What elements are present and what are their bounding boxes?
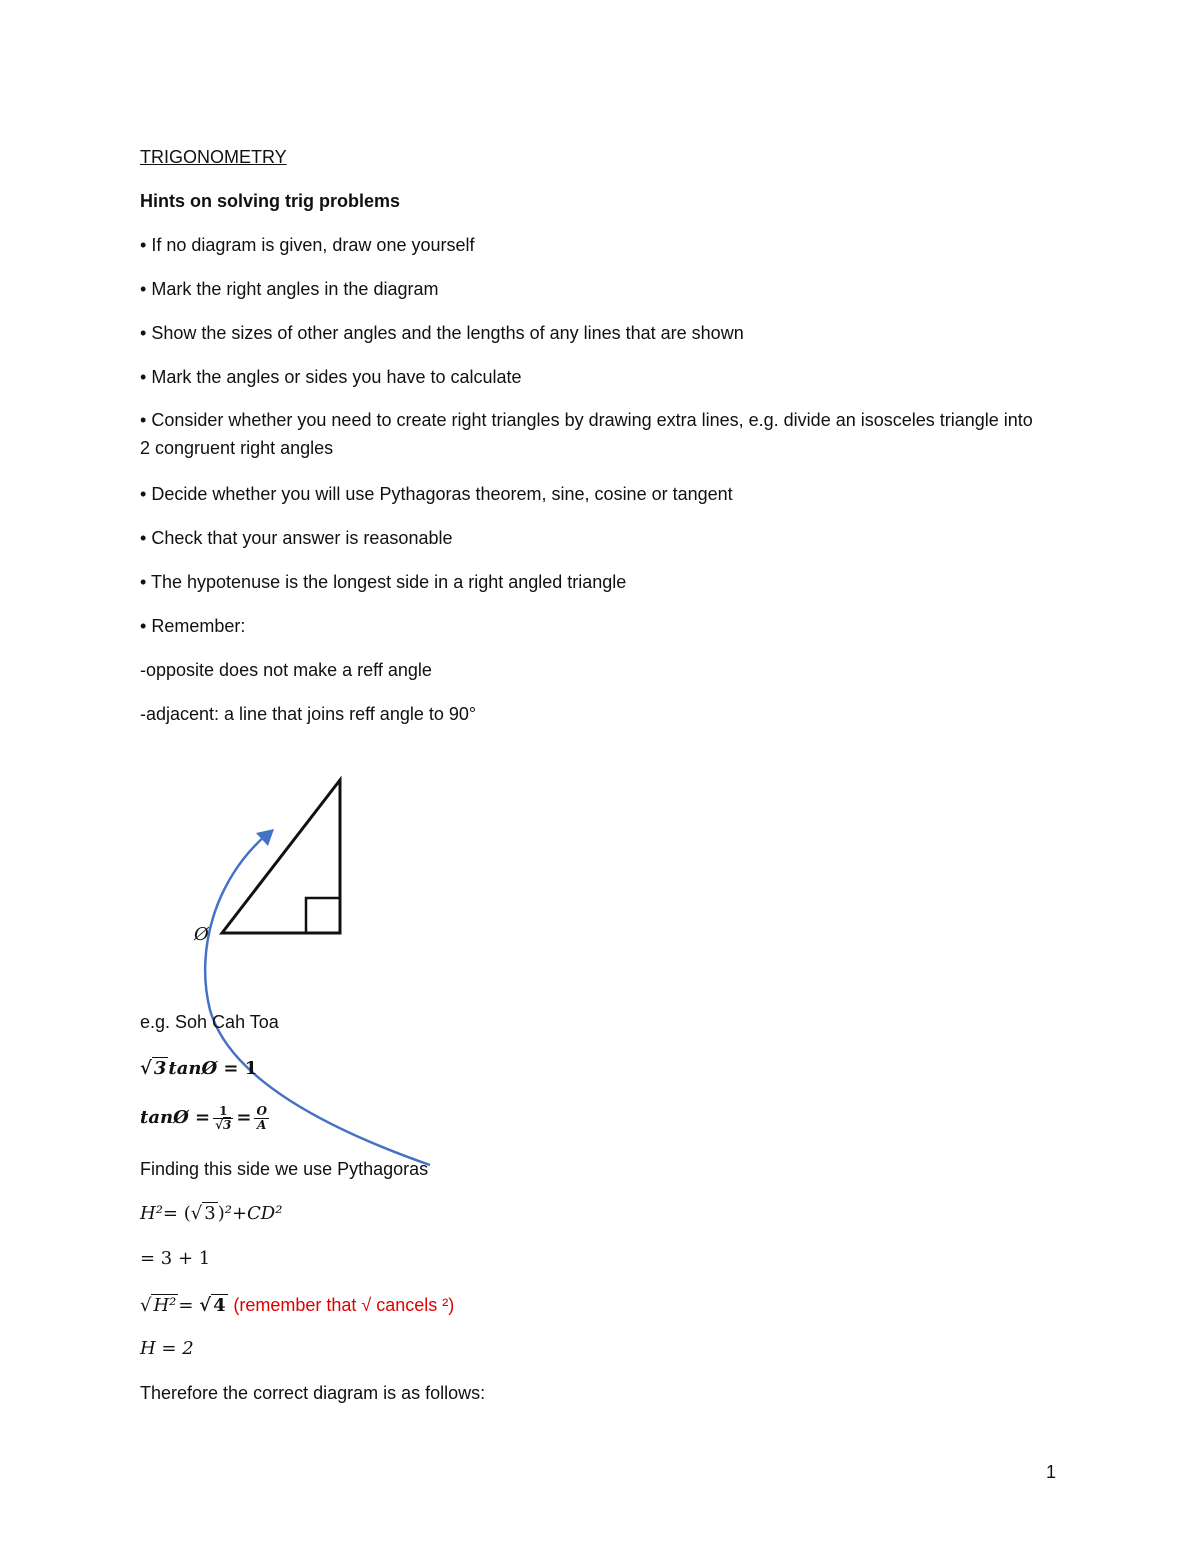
sqrt-expression: √ H² <box>140 1295 177 1316</box>
section-subtitle: Hints on solving trig problems <box>140 191 401 211</box>
fraction: $\frac{O}{A}$ <box>256 1103 267 1132</box>
remember-note: -opposite does not make a reff angle <box>140 660 432 680</box>
equation-2: tanØ = $\frac{1}{√3}$ = $\frac{O}{A}$ <box>140 1103 267 1132</box>
hint-item: • The hypotenuse is the longest side in a right angled triangle <box>140 572 627 592</box>
bullet-icon: • <box>140 323 147 343</box>
bullet-icon: • <box>140 572 147 592</box>
equation-6: H = 2 <box>140 1338 194 1359</box>
bullet-icon: • <box>140 616 147 636</box>
page-number: 1 <box>1046 1462 1057 1482</box>
hint-item: • Mark the right angles in the diagram <box>140 279 439 299</box>
bullet-icon: • <box>140 235 147 255</box>
bullet-icon: • <box>140 484 147 504</box>
sqrt-expression: √ 3 <box>140 1058 167 1079</box>
hint-item: • Consider whether you need to create right triangles by drawing extra lines, e.g. divide an isosceles triangle into 2 congruent right angles <box>140 410 1033 458</box>
finding-line: Finding this side we use Pythagoras <box>140 1159 429 1179</box>
bullet-icon: • <box>140 410 147 430</box>
remember-note-red: (remember that √ cancels ²) <box>233 1295 455 1315</box>
example-line: e.g. Soh Cah Toa <box>140 1012 279 1032</box>
equation-5: √ H² = √ 4 (remember that √ cancels ²) <box>140 1295 455 1316</box>
hint-item: • Show the sizes of other angles and the lengths of any lines that are shown <box>140 323 744 343</box>
angle-label: Ø <box>194 924 209 945</box>
equation-4: = 3 + 1 <box>140 1248 211 1269</box>
right-angle-marker <box>306 898 340 933</box>
sqrt-expression: √ 4 <box>199 1295 226 1316</box>
hint-item: • Check that your answer is reasonable <box>140 528 453 548</box>
hint-item: • If no diagram is given, draw one yourself <box>140 235 475 255</box>
right-triangle <box>222 780 340 933</box>
bullet-icon: • <box>140 528 147 548</box>
page-title: TRIGONOMETRY <box>140 147 287 167</box>
conclusion-line: Therefore the correct diagram is as follows: <box>140 1383 486 1403</box>
hint-item: • Mark the angles or sides you have to calculate <box>140 367 522 387</box>
hint-item: • Remember: <box>140 616 246 636</box>
equation-1: √ 3 tanØ = 1 <box>140 1058 258 1079</box>
fraction: $\frac{1}{√3}$ <box>215 1103 232 1132</box>
remember-note: -adjacent: a line that joins reff angle to 90° <box>140 704 477 724</box>
sqrt-expression: √ 3 <box>190 1203 216 1224</box>
bullet-icon: • <box>140 367 147 387</box>
bullet-icon: • <box>140 279 147 299</box>
hint-item: • Decide whether you will use Pythagoras theorem, sine, cosine or tangent <box>140 484 733 504</box>
equation-3: H²= (√ 3 )²+CD² <box>140 1203 283 1224</box>
